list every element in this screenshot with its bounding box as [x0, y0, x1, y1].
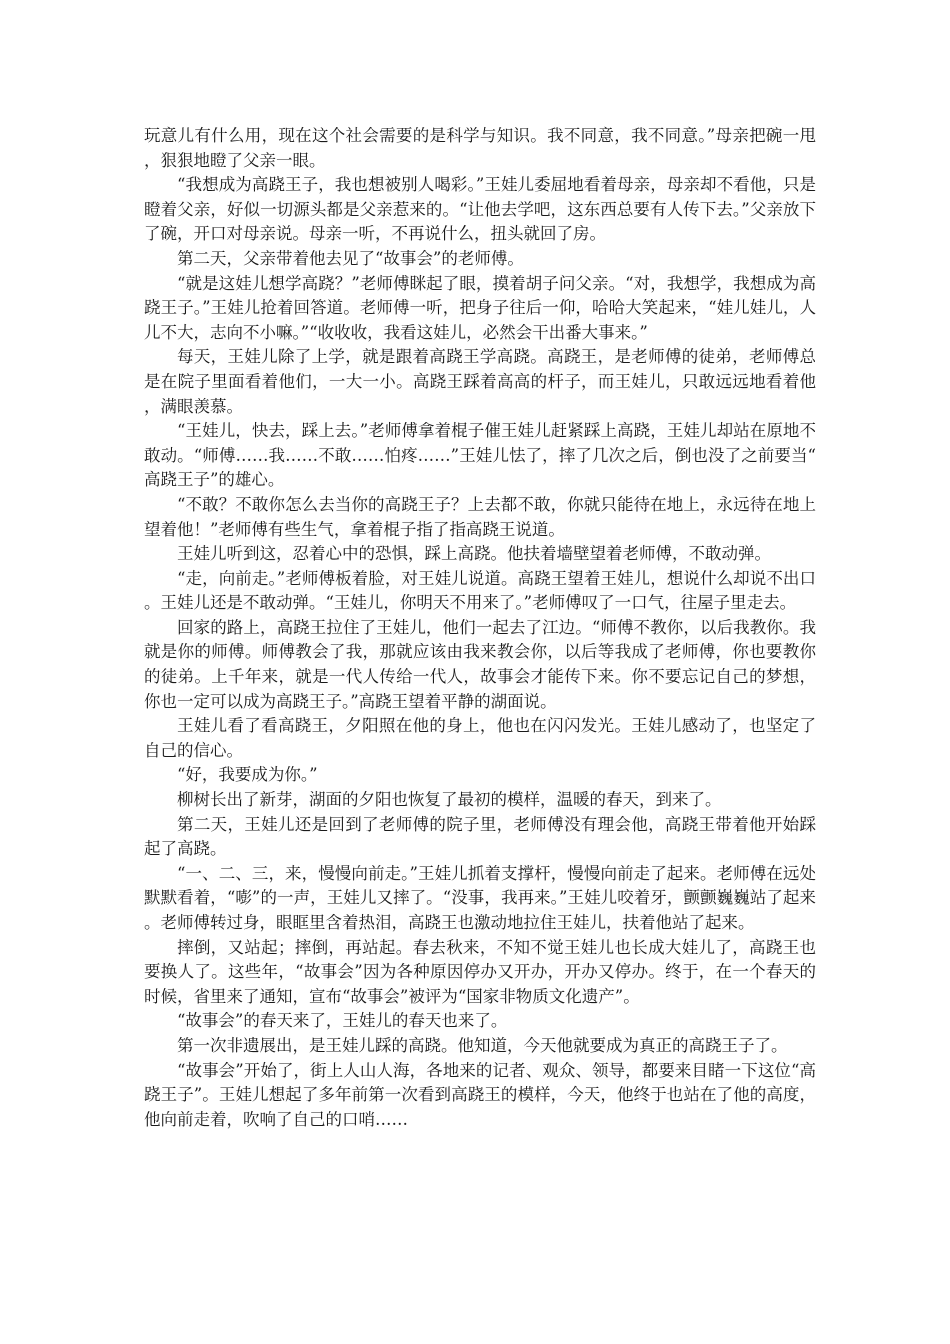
story-text — [144, 124, 816, 1132]
paragraph-13: 柳树长出了新芽，湖面的夕阳也恢复了最初的模样，温暖的春天，到来了。 — [177, 790, 722, 810]
paragraph-3: 第二天，父亲带着他去见了“故事会”的老师傅。 — [177, 248, 524, 268]
paragraph-1: 玩意儿有什么用，现在这个社会需要的是科学与知识。我不同意，我不同意。”母亲把碗一甩，狠狠地瞪了父亲一眼。 — [144, 126, 816, 170]
paragraph-6: “王娃儿，快去，踩上去。”老师傅拿着棍子催王娃儿赶紧踩上高跷，王娃儿却站在原地不敢动。“师傅……我……不敢……怕疼……”王娃儿怯了，摔了几次之后，倒也没了之前要当“高跷王子”的雄心。 — [144, 421, 816, 490]
paragraph-17: “故事会”的春天来了，王娃儿的春天也来了。 — [177, 1011, 508, 1031]
paragraph-7: “不敢？不敢你怎么去当你的高跷王子？上去都不敢，你就只能待在地上，永远待在地上望着他！”老师傅有些生气，拿着棍子指了指高跷王说道。 — [144, 494, 816, 539]
paragraph-16: 摔倒，又站起；摔倒，再站起。春去秋来，不知不觉王娃儿也长成大娃儿了，高跷王也要换人了。这些年，“故事会”因为各种原因停办又开办，开办又停办。终于，在一个春天的时候，省里来了通知，宣布“故事会”被评为“国家非物质文化遗产”。 — [144, 937, 816, 1006]
paragraph-2: “我想成为高跷王子，我也想被别人喝彩。”王娃儿委屈地看着母亲，母亲却不看他，只是瞪着父亲，好似一切源头都是父亲惹来的。“让他去学吧，这东西总要有人传下去。”父亲放下了碗，开口对母亲说。母亲一听，不再说什么，扭头就回了房。 — [144, 175, 816, 244]
paragraph-15: “一、二、三，来，慢慢向前走。”王娃儿抓着支撑杆，慢慢向前走了起来。老师傅在远处默默看着，“嘭”的一声，王娃儿又摔了。“没事，我再来。”王娃儿咬着牙，颤颤巍巍站了起来。老师傅转过身，眼眶里含着热泪，高跷王也激动地拉住王娃儿，扶着他站了起来。 — [144, 863, 816, 932]
paragraph-9: “走，向前走。”老师傅板着脸，对王娃儿说道。高跷王望着王娃儿，想说什么却说不出口。王娃儿还是不敢动弹。“王娃儿，你明天不用来了。”老师傅叹了一口气，往屋子里走去。 — [144, 568, 816, 613]
paragraph-14: 第二天，王娃儿还是回到了老师傅的院子里，老师傅没有理会他，高跷王带着他开始踩起了高跷。 — [144, 814, 816, 859]
paragraph-18: 第一次非遗展出，是王娃儿踩的高跷。他知道，今天他就要成为真正的高跷王子了。 — [177, 1035, 788, 1055]
paragraph-11: 王娃儿看了看高跷王，夕阳照在他的身上，他也在闪闪发光。王娃儿感动了，也坚定了自己的信心。 — [144, 716, 816, 760]
paragraph-8: 王娃儿听到这，忍着心中的恐惧，踩上高跷。他扶着墙壁望着老师傅，不敢动弹。 — [177, 544, 771, 564]
paragraph-10: 回家的路上，高跷王拉住了王娃儿，他们一起去了江边。“师傅不教你，以后我教你。我就是你的师傅。师傅教会了我，那就应该由我来教会你，以后等我成了老师傅，你也要教你的徒弟。上千年来，就是一代人传给一代人，故事会才能传下来。你不要忘记自己的梦想，你也一定可以成为高跷王子。”高跷王望着平静的湖面说。 — [144, 617, 816, 711]
paragraph-4: “就是这娃儿想学高跷？”老师傅眯起了眼，摸着胡子问父亲。“对，我想学，我想成为高跷王子。”王娃儿抢着回答道。老师傅一听，把身子往后一仰，哈哈大笑起来，“娃儿娃儿，人儿不大，志向不小嘛。”“收收收，我看这娃儿，必然会干出番大事来。” — [144, 273, 816, 342]
paragraph-5: 每天，王娃儿除了上学，就是跟着高跷王学高跷。高跷王，是老师傅的徒弟，老师傅总是在院子里面看着他们，一大一小。高跷王踩着高高的杆子，而王娃儿，只敢远远地看着他，满眼羡慕。 — [144, 347, 816, 416]
paragraph-12: “好，我要成为你。” — [177, 765, 318, 785]
paragraph-19: “故事会”开始了，街上人山人海，各地来的记者、观众、领导，都要来目睹一下这位“高跷王子”。王娃儿想起了多年前第一次看到高跷王的模样，今天，他终于也站在了他的高度，他向前走着，吹响了自己的口哨…… — [144, 1060, 816, 1129]
